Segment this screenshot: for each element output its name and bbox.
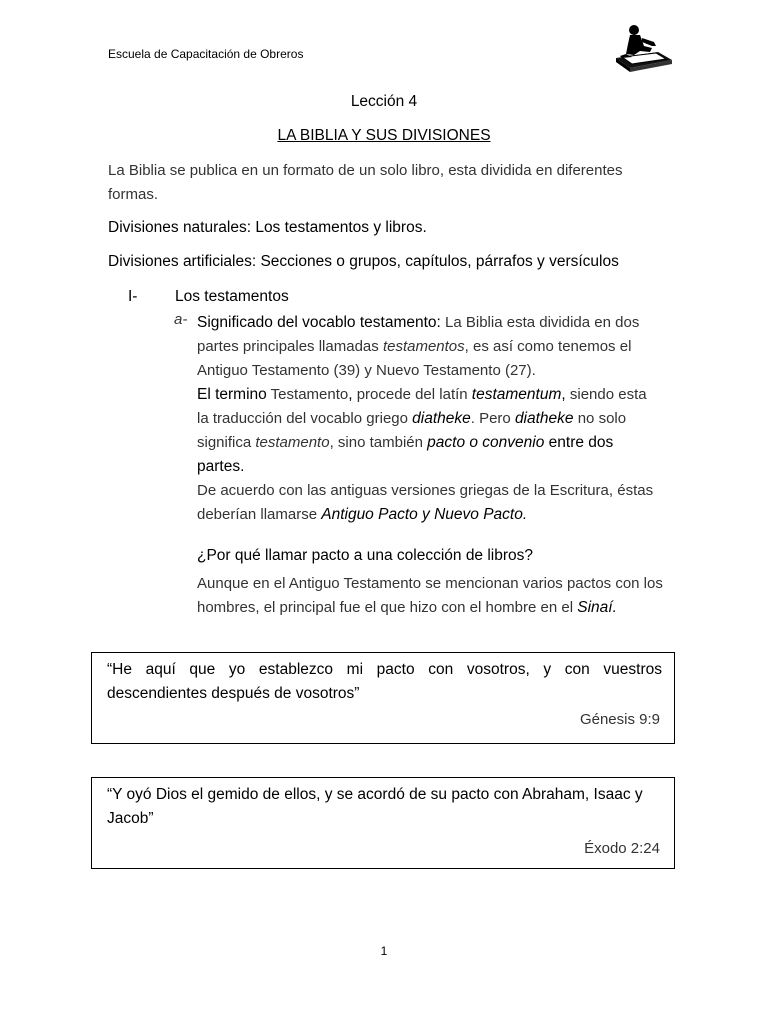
text-run: procede del latín: [352, 386, 472, 403]
quote-reference: Éxodo 2:24: [584, 840, 660, 857]
text-run: no solo significa: [197, 410, 627, 451]
text-run: testamento: [255, 434, 330, 451]
text-run: pacto o convenio: [427, 434, 545, 451]
text-run: . Pero: [470, 410, 515, 427]
page-number: 1: [380, 944, 388, 958]
testament-meaning-block: [197, 311, 657, 527]
text-run: La Biblia esta dividida en dos partes principales llamadas: [197, 314, 640, 355]
text-run: De acuerdo con las antiguas versiones griegas de la Escritura, éstas deberían llamarse: [197, 482, 654, 523]
text-run: ,: [348, 386, 353, 403]
text-run: Aunque en el Antiguo Testamento se mencionan varios pactos con los hombres, el principal fue el que hizo con el hombre en el: [197, 575, 663, 616]
quote-reference: Génesis 9:9: [579, 711, 660, 728]
text-run: siendo esta la traducción del vocablo griego: [197, 386, 647, 427]
text-run: testamentos: [382, 338, 465, 355]
lesson-number: Lección 4: [350, 93, 418, 110]
greek-versions-paragraph: [197, 479, 657, 527]
section-title: Los testamentos: [175, 288, 289, 305]
item-heading: Significado del vocablo testamento:: [197, 314, 441, 331]
lesson-title: LA BIBLIA Y SUS DIVISIONES: [277, 127, 491, 144]
meaning-paragraph: [197, 311, 657, 383]
quote-box: [91, 652, 675, 744]
artificial-divisions: Divisiones artificiales: Secciones o grupos, capítulos, párrafos y versículos: [108, 253, 619, 270]
quote-text: “Y oyó Dios el gemido de ellos, y se acordó de su pacto con Abraham, Isaac y Jacob”: [107, 786, 643, 827]
text-run: El termino: [197, 386, 267, 403]
school-header: Escuela de Capacitación de Obreros: [108, 47, 304, 61]
covenant-question: ¿Por qué llamar pacto a una colección de libros?: [197, 547, 534, 564]
text-run: Antiguo Pacto y Nuevo Pacto.: [321, 506, 528, 523]
etymology-paragraph: [197, 383, 657, 479]
text-run: entre dos partes.: [197, 434, 614, 475]
text-run: diatheke: [412, 410, 471, 427]
worker-with-book-logo-icon: [612, 22, 676, 74]
covenant-answer: [197, 572, 667, 620]
section-number: I-: [128, 288, 138, 305]
text-run: Sinaí.: [577, 599, 617, 616]
quote-text: “He aquí que yo establezco mi pacto con vosotros, y con vuestros descendientes después de vosotros”: [107, 661, 662, 702]
text-run: , es así como tenemos el Antiguo Testamento (39) y Nuevo Testamento (27).: [197, 338, 632, 379]
text-run: testamentum: [471, 386, 562, 403]
natural-divisions: Divisiones naturales: Los testamentos y libros.: [108, 219, 427, 236]
text-run: diatheke: [514, 410, 574, 427]
text-run: ,: [561, 386, 566, 403]
text-run: , sino también: [329, 434, 428, 451]
text-run: Testamento: [266, 386, 349, 403]
quote-box: [91, 777, 675, 869]
intro-paragraph: La Biblia se publica en un formato de un solo libro, esta dividida en diferentes formas.: [108, 162, 623, 203]
item-letter: a-: [174, 311, 188, 328]
